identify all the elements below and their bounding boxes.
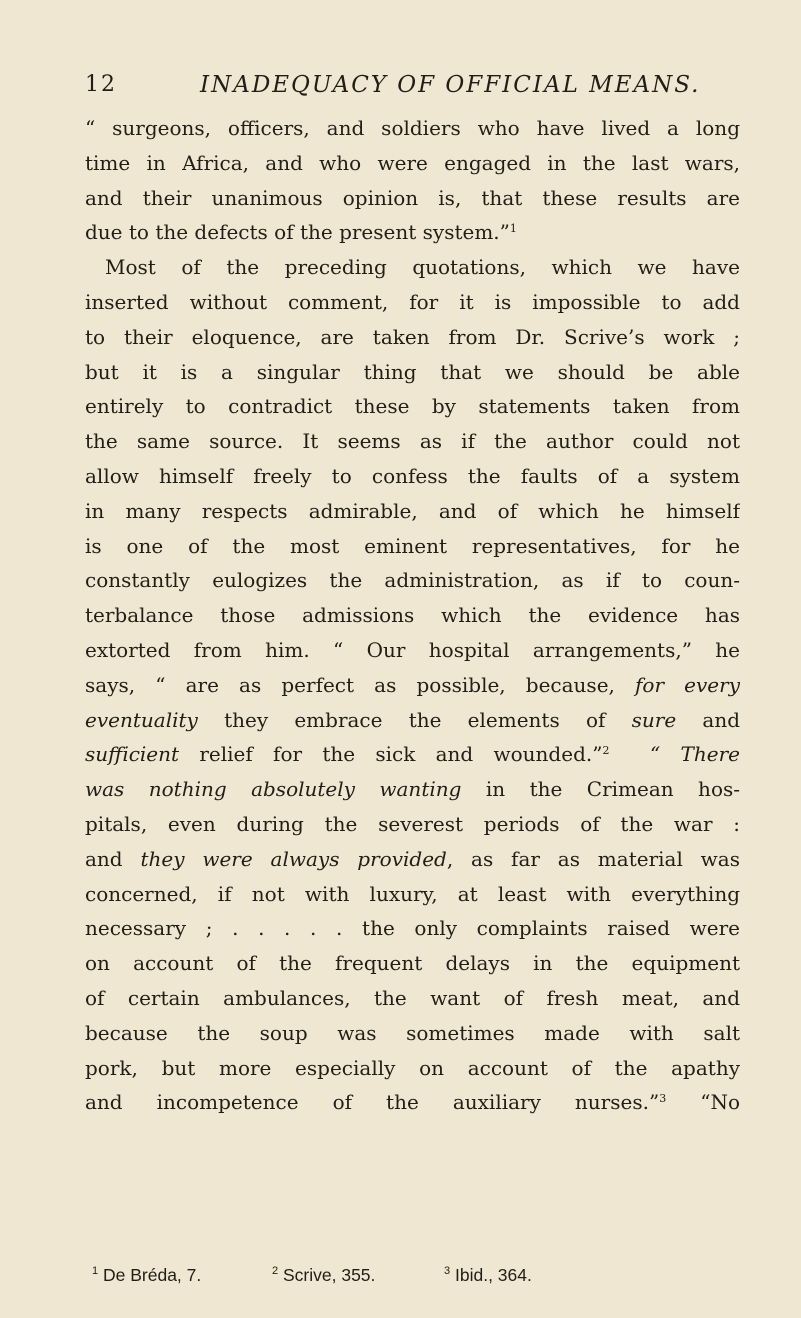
text-line: to their eloquence, are taken from Dr. Scrive’s work ; — [85, 324, 740, 349]
text-segment: , as far as material was — [446, 846, 740, 871]
text-line: necessary ; . . . . . the only complaints raised were — [85, 916, 740, 941]
text-line: on account of the frequent delays in the equipment — [85, 951, 740, 976]
text-segment: “No — [700, 1090, 740, 1115]
text-line: terbalance those admissions which the evidence has — [85, 603, 740, 628]
text-segment: says, “ are as perfect as possible, because, — [85, 672, 615, 697]
footnote-ref: 1 — [509, 222, 517, 236]
text-segment: and incompetence of the auxiliary nurses.” — [85, 1090, 660, 1115]
text-line: is one of the most eminent representatives, for he — [85, 533, 740, 558]
text-segment: they embrace the elements of — [224, 707, 606, 732]
text-line: allow himself freely to confess the faults of a system — [85, 463, 740, 488]
text-line: inserted without comment, for it is impossible to add — [85, 289, 740, 314]
text-line: concerned, if not with luxury, at least with everything — [85, 881, 740, 906]
footnote-marker: 3 — [444, 1265, 451, 1277]
text-line: “ surgeons, officers, and soldiers who have lived a long — [85, 116, 740, 140]
italic-segment: “ There — [650, 742, 740, 767]
footnote-ref: 3 — [659, 1092, 667, 1106]
footnote-text: Scrive, 355. — [283, 1265, 376, 1285]
text-line: Most of the preceding quotations, which we have — [105, 255, 740, 280]
text-line: the same source. It seems as if the author could not — [85, 429, 740, 454]
text-line: time in Africa, and who were engaged in the last wars, — [85, 150, 740, 175]
footnote-ref: 2 — [602, 744, 610, 758]
text-line — [85, 1085, 740, 1120]
text-segment: and — [702, 707, 740, 732]
footnote — [444, 1265, 532, 1286]
text-line — [85, 668, 740, 703]
running-title: INADEQUACY OF OFFICIAL MEANS. — [200, 72, 701, 98]
text-line — [85, 842, 740, 877]
text-segment: in the Crimean hos- — [485, 777, 740, 802]
footnote-marker: 2 — [272, 1265, 279, 1277]
text-segment: relief for the sick and wounded.” — [199, 742, 603, 767]
text-line: pork, but more especially on account of the apathy — [85, 1055, 740, 1080]
text-line — [85, 703, 740, 738]
italic-segment: for every — [635, 672, 740, 697]
text-line — [85, 737, 740, 772]
text-line: but it is a singular thing that we should be able — [85, 359, 740, 384]
text-line: pitals, even during the severest periods of the war : — [85, 811, 740, 836]
text-line: in many respects admirable, and of which he himself — [85, 498, 740, 523]
italic-segment: was nothing absolutely wanting — [85, 777, 462, 802]
text-line — [85, 772, 740, 807]
text-line — [85, 215, 740, 250]
italic-segment: eventuality — [85, 707, 198, 732]
page-header — [85, 72, 725, 102]
text-line: of certain ambulances, the want of fresh meat, and — [85, 985, 740, 1010]
italic-segment: sure — [631, 707, 677, 732]
page-number: 12 — [85, 72, 117, 97]
text-line: entirely to contradict these by statements taken from — [85, 394, 740, 419]
italic-segment: they were always provided — [140, 846, 447, 871]
footnote-text: De Bréda, 7. — [103, 1265, 202, 1285]
footnote — [272, 1265, 375, 1286]
footnote-text: Ibid., 364. — [455, 1265, 532, 1285]
body-text — [85, 111, 740, 1120]
text-segment: and — [85, 846, 123, 871]
text-line: constantly eulogizes the administration, as if to coun- — [85, 568, 740, 593]
footnotes — [92, 1265, 712, 1291]
footnote-marker: 1 — [92, 1265, 99, 1277]
text-line: extorted from him. “ Our hospital arrangements,” he — [85, 637, 740, 662]
italic-segment: sufficient — [85, 742, 180, 767]
text-line: because the soup was sometimes made with salt — [85, 1020, 740, 1045]
footnote — [92, 1265, 201, 1286]
text-segment: due to the defects of the present system.” — [85, 220, 510, 245]
text-line: and their unanimous opinion is, that these results are — [85, 185, 740, 210]
